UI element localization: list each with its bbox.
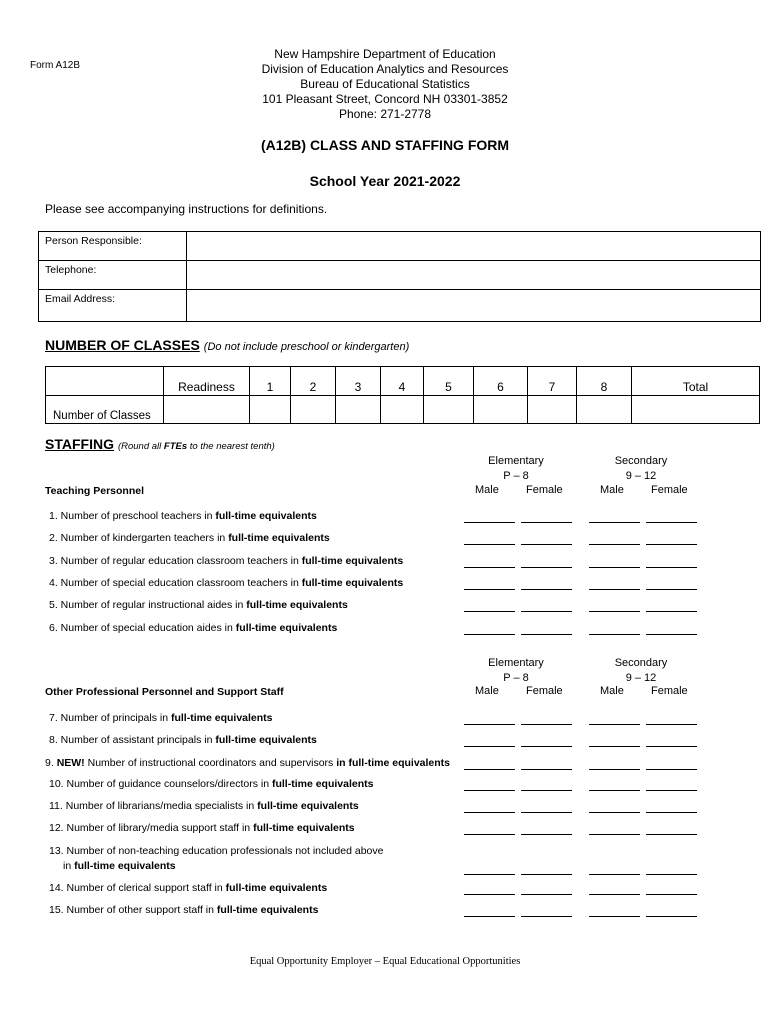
- sec-female-blank[interactable]: [646, 834, 697, 835]
- email-field[interactable]: [187, 290, 761, 322]
- elementary-range: P – 8: [503, 470, 529, 482]
- col-header-grade-3: 3: [336, 367, 381, 396]
- elem-male-blank[interactable]: [464, 894, 515, 895]
- elem-male-blank[interactable]: [464, 724, 515, 725]
- elementary-label: Elementary: [488, 657, 544, 669]
- classes-cell-grade-1[interactable]: [250, 396, 291, 424]
- elem-female-blank[interactable]: [521, 894, 572, 895]
- elem-male-blank[interactable]: [464, 634, 515, 635]
- new-badge: NEW!: [56, 757, 85, 769]
- other-row-label: [49, 712, 273, 724]
- other-row-label: [49, 845, 383, 857]
- col-header-grade-5: 5: [424, 367, 474, 396]
- teaching-row-label: [49, 510, 317, 522]
- sec-female-blank[interactable]: [646, 874, 697, 875]
- sec-female-header-teaching: Female: [651, 484, 688, 496]
- elem-male-blank[interactable]: [464, 812, 515, 813]
- col-header-grade-4: 4: [381, 367, 424, 396]
- staffing-heading-text: STAFFING: [45, 436, 114, 452]
- sec-female-blank[interactable]: [646, 611, 697, 612]
- row-text: in: [63, 860, 75, 872]
- sec-female-blank[interactable]: [646, 567, 697, 568]
- person-responsible-label: Person Responsible:: [39, 232, 187, 261]
- sec-female-blank[interactable]: [646, 746, 697, 747]
- other-row-label: [49, 734, 317, 746]
- elem-male-blank[interactable]: [464, 790, 515, 791]
- row-text-bold: full-time equivalents: [170, 712, 273, 724]
- staffing-note-bold: FTEs: [163, 441, 188, 452]
- sec-female-blank[interactable]: [646, 522, 697, 523]
- row-text-bold: full-time equivalents: [271, 778, 374, 790]
- bureau-name: Bureau of Educational Statistics: [300, 77, 470, 91]
- row-text: Number of instructional coordinators and supervisors: [84, 757, 337, 769]
- teaching-row-label: [49, 555, 403, 567]
- other-row-label: [49, 822, 355, 834]
- classes-cell-total[interactable]: [632, 396, 760, 424]
- staffing-note-post: to the nearest tenth): [187, 441, 275, 452]
- row-number: 9.: [45, 757, 57, 769]
- division-name: Division of Education Analytics and Resources: [261, 62, 509, 76]
- elem-male-blank[interactable]: [464, 874, 515, 875]
- elem-male-blank[interactable]: [464, 834, 515, 835]
- row-text: 10. Number of guidance counselors/directors in: [49, 778, 272, 790]
- elem-female-blank[interactable]: [521, 611, 572, 612]
- col-header-grade-7: 7: [528, 367, 577, 396]
- row-text-bold: full-time equivalents: [228, 532, 330, 544]
- secondary-label: Secondary: [614, 657, 668, 669]
- form-id: Form A12B: [30, 60, 81, 71]
- form-title: (A12B) CLASS AND STAFFING FORM: [260, 137, 510, 153]
- teaching-row-label: [49, 599, 348, 611]
- elem-male-blank[interactable]: [464, 567, 515, 568]
- row-text: 1. Number of preschool teachers in: [49, 510, 216, 522]
- sec-male-blank[interactable]: [589, 874, 640, 875]
- secondary-range: 9 – 12: [625, 672, 657, 684]
- row-text-bold: full-time equivalents: [215, 510, 317, 522]
- row-text: 6. Number of special education aides in: [49, 622, 236, 634]
- sec-female-header-other: Female: [651, 685, 688, 697]
- col-header-grade-1: 1: [250, 367, 291, 396]
- agency-phone: Phone: 271-2778: [338, 107, 432, 121]
- row-text: 3. Number of regular education classroom teachers in: [49, 555, 302, 567]
- elementary-label: Elementary: [488, 455, 544, 467]
- col-header-grade-6: 6: [474, 367, 528, 396]
- row-text: 12. Number of library/media support staff in: [49, 822, 254, 834]
- sec-male-blank[interactable]: [589, 894, 640, 895]
- footer-text: Equal Opportunity Employer – Equal Educational Opportunities: [249, 956, 521, 967]
- telephone-label: Telephone:: [39, 261, 187, 290]
- row-text-bold: full-time equivalents: [301, 555, 404, 567]
- row-text: 15. Number of other support staff in: [49, 904, 217, 916]
- email-label: Email Address:: [39, 290, 187, 322]
- teaching-personnel-label: Teaching Personnel: [45, 485, 144, 497]
- classes-cell-grade-4[interactable]: [381, 396, 424, 424]
- col-header-grade-8: 8: [577, 367, 632, 396]
- classes-note: (Do not include preschool or kindergarten): [203, 341, 410, 353]
- other-row-label-cont: [63, 860, 176, 872]
- other-row-label: [49, 778, 373, 790]
- elementary-header-teaching: [460, 454, 572, 484]
- teaching-row-label: [49, 622, 337, 634]
- sec-female-blank[interactable]: [646, 634, 697, 635]
- sec-female-blank[interactable]: [646, 790, 697, 791]
- elem-female-blank[interactable]: [521, 790, 572, 791]
- sec-female-blank[interactable]: [646, 589, 697, 590]
- sec-male-blank[interactable]: [589, 769, 640, 770]
- row-text: 13. Number of non-teaching education professionals not included above: [49, 845, 384, 857]
- contact-table: [38, 231, 761, 322]
- elem-female-header-teaching: Female: [526, 484, 563, 496]
- other-row-label: [49, 800, 359, 812]
- elem-female-blank[interactable]: [521, 522, 572, 523]
- row-text-bold: in full-time equivalents: [336, 757, 451, 769]
- elem-male-blank[interactable]: [464, 522, 515, 523]
- instructions-text: Please see accompanying instructions for definitions.: [45, 202, 328, 216]
- classes-cell-readiness[interactable]: [164, 396, 250, 424]
- classes-cell-grade-2[interactable]: [291, 396, 336, 424]
- other-row-label: [49, 904, 318, 916]
- col-header-total: Total: [632, 367, 760, 396]
- row-text-bold: full-time equivalents: [235, 622, 338, 634]
- agency-name: New Hampshire Department of Education: [274, 47, 496, 61]
- row-text: 8. Number of assistant principals in: [49, 734, 216, 746]
- classes-corner-cell: [46, 367, 164, 396]
- elem-male-blank[interactable]: [464, 611, 515, 612]
- secondary-header-other: [585, 656, 697, 686]
- secondary-range: 9 – 12: [625, 470, 657, 482]
- sec-female-blank[interactable]: [646, 724, 697, 725]
- elem-female-header-other: Female: [526, 685, 563, 697]
- sec-male-blank[interactable]: [589, 724, 640, 725]
- sec-female-blank[interactable]: [646, 769, 697, 770]
- agency-header: [185, 47, 585, 122]
- sec-female-blank[interactable]: [646, 812, 697, 813]
- row-text-bold: full-time equivalents: [257, 800, 359, 812]
- sec-male-blank[interactable]: [589, 611, 640, 612]
- teaching-row-label: [49, 532, 330, 544]
- classes-cell-grade-3[interactable]: [336, 396, 381, 424]
- secondary-label: Secondary: [614, 455, 668, 467]
- elem-male-header-teaching: Male: [475, 484, 499, 496]
- classes-cell-grade-5[interactable]: [424, 396, 474, 424]
- classes-cell-grade-8[interactable]: [577, 396, 632, 424]
- elem-female-blank[interactable]: [521, 916, 572, 917]
- row-text: 14. Number of clerical support staff in: [49, 882, 226, 894]
- sec-male-blank[interactable]: [589, 790, 640, 791]
- elem-male-blank[interactable]: [464, 769, 515, 770]
- row-text-bold: full-time equivalents: [216, 904, 319, 916]
- classes-table: [45, 366, 760, 424]
- sec-male-blank[interactable]: [589, 634, 640, 635]
- elem-male-blank[interactable]: [464, 544, 515, 545]
- elementary-header-other: [460, 656, 572, 686]
- telephone-field[interactable]: [187, 261, 761, 290]
- sec-female-blank[interactable]: [646, 544, 697, 545]
- other-row-label: [49, 882, 327, 894]
- row-text-bold: full-time equivalents: [301, 577, 404, 589]
- classes-cell-grade-7[interactable]: [528, 396, 577, 424]
- elem-female-blank[interactable]: [521, 834, 572, 835]
- elem-male-blank[interactable]: [464, 589, 515, 590]
- row-text: 4. Number of special education classroom teachers in: [49, 577, 302, 589]
- sec-male-header-teaching: Male: [600, 484, 624, 496]
- sec-female-blank[interactable]: [646, 916, 697, 917]
- elem-female-blank[interactable]: [521, 544, 572, 545]
- classes-heading-text: NUMBER OF CLASSES: [45, 337, 200, 353]
- elem-female-blank[interactable]: [521, 769, 572, 770]
- sec-male-blank[interactable]: [589, 544, 640, 545]
- elem-male-blank[interactable]: [464, 746, 515, 747]
- sec-male-blank[interactable]: [589, 746, 640, 747]
- row-text-bold: full-time equivalents: [253, 822, 355, 834]
- sec-male-blank[interactable]: [589, 522, 640, 523]
- row-text-bold: full-time equivalents: [74, 860, 176, 872]
- sec-male-blank[interactable]: [589, 834, 640, 835]
- elem-female-blank[interactable]: [521, 812, 572, 813]
- col-header-grade-2: 2: [291, 367, 336, 396]
- elem-female-blank[interactable]: [521, 724, 572, 725]
- row-text-bold: full-time equivalents: [246, 599, 348, 611]
- elem-female-blank[interactable]: [521, 589, 572, 590]
- school-year: School Year 2021-2022: [309, 173, 461, 189]
- classes-heading: [45, 337, 409, 353]
- other-row-label: [45, 757, 450, 769]
- elem-male-header-other: Male: [475, 685, 499, 697]
- sec-male-blank[interactable]: [589, 916, 640, 917]
- row-text-bold: full-time equivalents: [225, 882, 328, 894]
- secondary-header-teaching: [585, 454, 697, 484]
- row-text-bold: full-time equivalents: [215, 734, 317, 746]
- sec-male-blank[interactable]: [589, 567, 640, 568]
- row-text: 5. Number of regular instructional aides in: [49, 599, 247, 611]
- row-text: 7. Number of principals in: [49, 712, 171, 724]
- sec-male-header-other: Male: [600, 685, 624, 697]
- person-responsible-field[interactable]: [187, 232, 761, 261]
- teaching-row-label: [49, 577, 403, 589]
- row-text: 11. Number of librarians/media specialists in: [49, 800, 258, 812]
- staffing-note-pre: (Round all: [117, 441, 164, 452]
- col-header-readiness: Readiness: [164, 367, 250, 396]
- sec-male-blank[interactable]: [589, 812, 640, 813]
- elem-female-blank[interactable]: [521, 746, 572, 747]
- sec-male-blank[interactable]: [589, 589, 640, 590]
- elem-male-blank[interactable]: [464, 916, 515, 917]
- number-of-classes-label: Number of Classes: [46, 396, 164, 424]
- row-text: 2. Number of kindergarten teachers in: [49, 532, 229, 544]
- elem-female-blank[interactable]: [521, 567, 572, 568]
- staffing-heading: [45, 436, 275, 452]
- elem-female-blank[interactable]: [521, 634, 572, 635]
- staffing-note: [118, 441, 275, 452]
- elem-female-blank[interactable]: [521, 874, 572, 875]
- agency-address: 101 Pleasant Street, Concord NH 03301-3852: [262, 92, 508, 106]
- elementary-range: P – 8: [503, 672, 529, 684]
- classes-cell-grade-6[interactable]: [474, 396, 528, 424]
- sec-female-blank[interactable]: [646, 894, 697, 895]
- other-personnel-label: Other Professional Personnel and Support Staff: [45, 686, 284, 698]
